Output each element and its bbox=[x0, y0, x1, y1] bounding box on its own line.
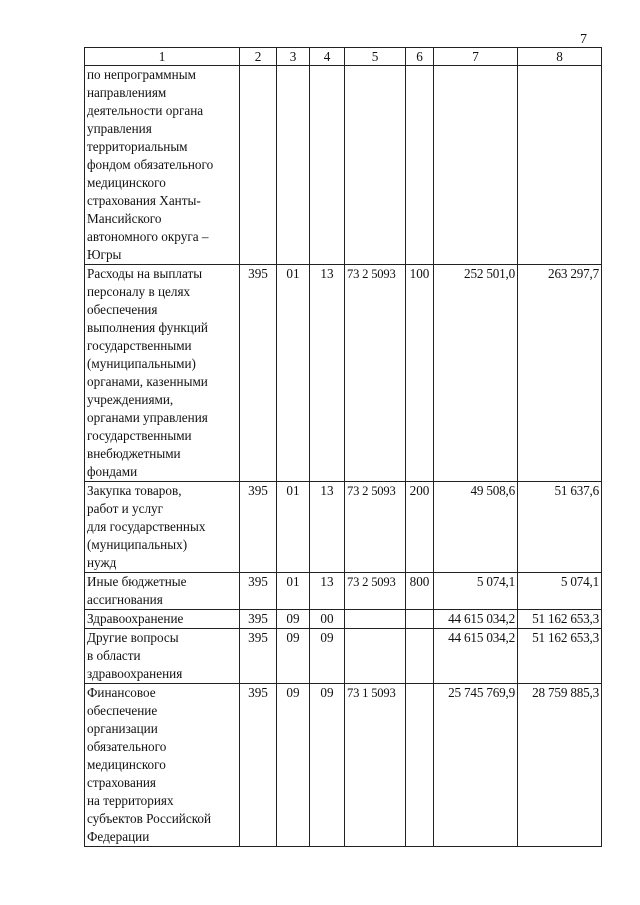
name-line: управления bbox=[87, 121, 152, 136]
cell-name bbox=[85, 573, 240, 610]
cell-admin-code: 395 bbox=[240, 265, 277, 482]
name-line: государственными bbox=[87, 428, 192, 443]
cell-admin-code: 395 bbox=[240, 610, 277, 629]
name-line: направлениям bbox=[87, 85, 167, 100]
header-col-1: 1 bbox=[85, 48, 240, 66]
header-col-5: 5 bbox=[345, 48, 406, 66]
cell-target-article bbox=[345, 66, 406, 265]
name-line: внебюджетными bbox=[87, 446, 181, 461]
name-line: государственными bbox=[87, 338, 192, 353]
cell-amount-year1: 25 745 769,9 bbox=[434, 684, 518, 847]
cell-admin-code: 395 bbox=[240, 629, 277, 684]
name-line: территориальным bbox=[87, 139, 188, 154]
cell-section: 01 bbox=[277, 482, 310, 573]
name-line: органами управления bbox=[87, 410, 208, 425]
cell-amount-year1: 49 508,6 bbox=[434, 482, 518, 573]
cell-target-article bbox=[345, 610, 406, 629]
cell-subsection: 13 bbox=[310, 265, 345, 482]
name-line: обеспечение bbox=[87, 703, 158, 718]
name-line: ассигнования bbox=[87, 592, 163, 607]
table-row bbox=[85, 66, 602, 265]
table-body bbox=[85, 66, 602, 847]
cell-amount-year2: 51 162 653,3 bbox=[518, 629, 602, 684]
name-line: Федерации bbox=[87, 829, 150, 844]
table-row bbox=[85, 573, 602, 610]
name-line: медицинского bbox=[87, 757, 166, 772]
name-line: Расходы на выплаты bbox=[87, 266, 203, 281]
cell-section: 09 bbox=[277, 629, 310, 684]
header-col-8: 8 bbox=[518, 48, 602, 66]
name-line: органами, казенными bbox=[87, 374, 208, 389]
name-line: организации bbox=[87, 721, 158, 736]
cell-target-article bbox=[345, 629, 406, 684]
table-row bbox=[85, 265, 602, 482]
name-line: для государственных bbox=[87, 519, 206, 534]
cell-amount-year1: 5 074,1 bbox=[434, 573, 518, 610]
cell-name bbox=[85, 629, 240, 684]
header-col-4: 4 bbox=[310, 48, 345, 66]
cell-section: 01 bbox=[277, 265, 310, 482]
cell-amount-year1: 44 615 034,2 bbox=[434, 629, 518, 684]
cell-amount-year2: 51 637,6 bbox=[518, 482, 602, 573]
name-line: Здравоохранение bbox=[87, 611, 184, 626]
cell-section: 09 bbox=[277, 684, 310, 847]
table-row bbox=[85, 482, 602, 573]
cell-target-article: 73 2 5093 bbox=[345, 265, 406, 482]
cell-admin-code: 395 bbox=[240, 684, 277, 847]
name-line: персоналу в целях bbox=[87, 284, 191, 299]
name-line: работ и услуг bbox=[87, 501, 164, 516]
name-line: обязательного bbox=[87, 739, 167, 754]
cell-amount-year2 bbox=[518, 66, 602, 265]
name-line: Мансийского bbox=[87, 211, 162, 226]
cell-amount-year2: 5 074,1 bbox=[518, 573, 602, 610]
name-line: Финансовое bbox=[87, 685, 156, 700]
cell-amount-year2: 28 759 885,3 bbox=[518, 684, 602, 847]
cell-name bbox=[85, 482, 240, 573]
name-line: субъектов Российской bbox=[87, 811, 212, 826]
cell-section bbox=[277, 66, 310, 265]
name-line: обеспечения bbox=[87, 302, 158, 317]
name-line: выполнения функций bbox=[87, 320, 208, 335]
budget-table bbox=[84, 47, 602, 847]
cell-target-article: 73 2 5093 bbox=[345, 573, 406, 610]
cell-subsection: 09 bbox=[310, 629, 345, 684]
cell-amount-year1 bbox=[434, 66, 518, 265]
cell-name bbox=[85, 265, 240, 482]
cell-subsection: 00 bbox=[310, 610, 345, 629]
table-row bbox=[85, 629, 602, 684]
cell-expense-type bbox=[406, 66, 434, 265]
header-col-7: 7 bbox=[434, 48, 518, 66]
name-line: страхования Ханты- bbox=[87, 193, 201, 208]
table-row bbox=[85, 684, 602, 847]
name-line: фондом обязательного bbox=[87, 157, 214, 172]
cell-subsection bbox=[310, 66, 345, 265]
cell-subsection: 13 bbox=[310, 482, 345, 573]
cell-name bbox=[85, 610, 240, 629]
cell-target-article: 73 2 5093 bbox=[345, 482, 406, 573]
header-col-6: 6 bbox=[406, 48, 434, 66]
cell-amount-year1: 252 501,0 bbox=[434, 265, 518, 482]
cell-admin-code: 395 bbox=[240, 482, 277, 573]
name-line: здравоохранения bbox=[87, 666, 183, 681]
cell-amount-year1: 44 615 034,2 bbox=[434, 610, 518, 629]
cell-name bbox=[85, 684, 240, 847]
cell-expense-type: 800 bbox=[406, 573, 434, 610]
cell-expense-type: 100 bbox=[406, 265, 434, 482]
name-line: автономного округа – bbox=[87, 229, 209, 244]
cell-expense-type: 200 bbox=[406, 482, 434, 573]
name-line: деятельности органа bbox=[87, 103, 204, 118]
name-line: на территориях bbox=[87, 793, 174, 808]
cell-admin-code bbox=[240, 66, 277, 265]
name-line: Югры bbox=[87, 247, 122, 262]
cell-target-article: 73 1 5093 bbox=[345, 684, 406, 847]
name-line: по непрограммным bbox=[87, 67, 196, 82]
name-line: (муниципальными) bbox=[87, 356, 196, 371]
name-line: Иные бюджетные bbox=[87, 574, 187, 589]
page-number: 7 bbox=[580, 32, 587, 47]
cell-expense-type bbox=[406, 684, 434, 847]
header-col-3: 3 bbox=[277, 48, 310, 66]
header-col-2: 2 bbox=[240, 48, 277, 66]
name-line: Закупка товаров, bbox=[87, 483, 182, 498]
name-line: медицинского bbox=[87, 175, 166, 190]
name-line: нужд bbox=[87, 555, 117, 570]
cell-admin-code: 395 bbox=[240, 573, 277, 610]
header-row bbox=[85, 48, 602, 66]
cell-expense-type bbox=[406, 629, 434, 684]
cell-section: 09 bbox=[277, 610, 310, 629]
cell-name bbox=[85, 66, 240, 265]
name-line: страхования bbox=[87, 775, 156, 790]
cell-section: 01 bbox=[277, 573, 310, 610]
cell-subsection: 09 bbox=[310, 684, 345, 847]
name-line: (муниципальных) bbox=[87, 537, 188, 552]
cell-amount-year2: 263 297,7 bbox=[518, 265, 602, 482]
table-row bbox=[85, 610, 602, 629]
cell-expense-type bbox=[406, 610, 434, 629]
name-line: фондами bbox=[87, 464, 138, 479]
cell-amount-year2: 51 162 653,3 bbox=[518, 610, 602, 629]
name-line: в области bbox=[87, 648, 141, 663]
name-line: учреждениями, bbox=[87, 392, 174, 407]
name-line: Другие вопросы bbox=[87, 630, 179, 645]
cell-subsection: 13 bbox=[310, 573, 345, 610]
